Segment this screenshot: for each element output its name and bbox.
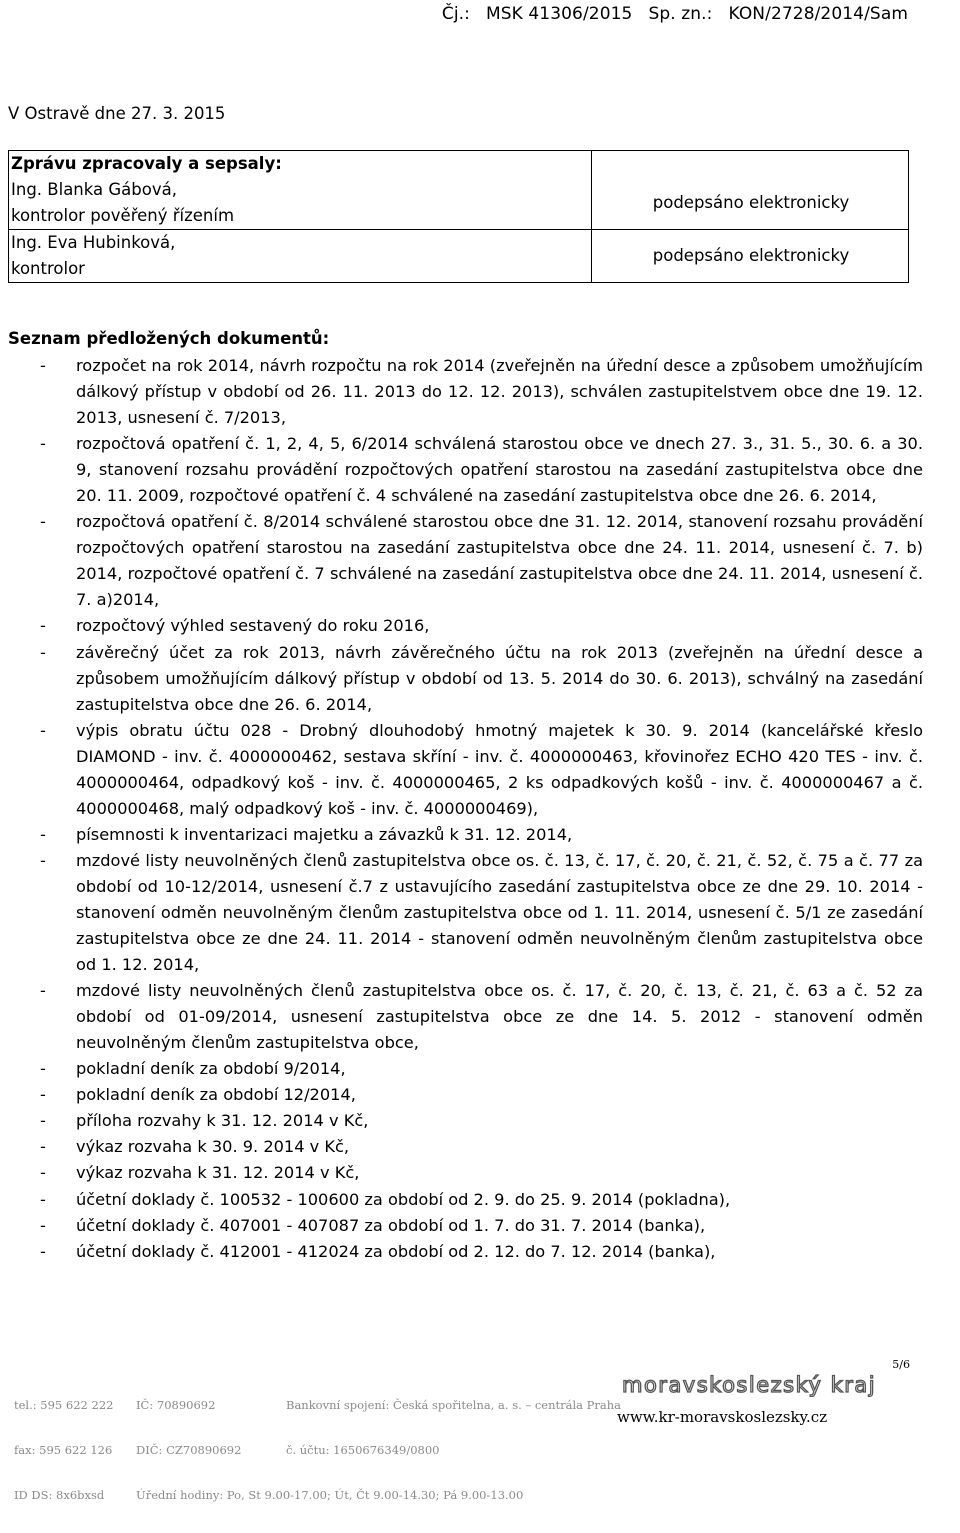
footer-bank-column	[286, 1368, 621, 1488]
list-item: - rozpočtový výhled sestavený do roku 2016,	[8, 613, 923, 639]
region-logo	[622, 1373, 952, 1397]
region-logo-text: moravskoslezský kraj	[622, 1373, 877, 1397]
signature-status: podepsáno elektronicky	[652, 246, 850, 265]
cj-value: MSK 41306/2015	[485, 4, 633, 24]
footer-contact-column	[14, 1368, 113, 1533]
document-reference-header	[426, 4, 908, 24]
signature-table-title: Zprávu zpracovaly a sepsaly:	[11, 154, 282, 173]
signature-status-cell	[592, 230, 909, 283]
list-item: - závěrečný účet za rok 2013, návrh závěrečného účtu na rok 2013 (zveřejněn na úřední desce a způsobem umožňujícím dálkový přístup v období od 13. 5. 2014 do 30. 6. 2013), schválný na zasedání zastupitelstva obce dne 26. 6. 2014,	[8, 640, 923, 718]
list-item: - písemnosti k inventarizaci majetku a závazků k 31. 12. 2014,	[8, 822, 923, 848]
signer-cell	[9, 230, 592, 283]
footer-ic: IČ: 70890692	[136, 1398, 216, 1412]
list-item: - mzdové listy neuvolněných členů zastupitelstva obce os. č. 13, č. 17, č. 20, č. 21, č. 52, č. 75 a č. 77 za období od 10-12/2014, usnesení č.7 z ustavujícího zasedání zastupitelstva obce ze dne 29. 10. 2014 - stanovení odměn neuvolněným členům zastupitelstva obce od 1. 11. 2014, usnesení č. 5/1 ze zasedání zastupitelstva obce ze dne 24. 11. 2014 - stanovení odměn neuvolněným členům zastupitelstva obce od 1. 12. 2014,	[8, 848, 923, 978]
signer-role: kontrolor pověřený řízením	[11, 206, 235, 225]
footer-account: č. účtu: 1650676349/0800	[286, 1443, 440, 1457]
footer-bank: Bankovní spojení: Česká spořitelna, a. s. – centrála Praha	[286, 1398, 621, 1412]
list-item: - výkaz rozvaha k 30. 9. 2014 v Kč,	[8, 1134, 923, 1160]
footer-dic: DIČ: CZ70890692	[136, 1443, 242, 1457]
date-line: V Ostravě dne 27. 3. 2015	[8, 104, 226, 123]
list-item: - pokladní deník za období 12/2014,	[8, 1082, 923, 1108]
signature-table	[8, 150, 909, 283]
signature-status: podepsáno elektronicky	[652, 193, 850, 212]
website-link[interactable]: www.kr-moravskoslezsky.cz	[617, 1408, 828, 1426]
list-item: - výpis obratu účtu 028 - Drobný dlouhodobý hmotný majetek k 30. 9. 2014 (kancelářské křeslo DIAMOND - inv. č. 4000000462, sestava skříní - inv. č. 4000000463, křovinořez ECHO 420 TES - inv. č. 4000000464, odpadkový koš - inv. č. 4000000465, 2 ks odpadkových košů - inv. č. 4000000467 a č. 4000000468, malý odpadkový koš - inv. č. 4000000469),	[8, 718, 923, 822]
page-number: 5/6	[892, 1358, 910, 1371]
signature-status-cell	[592, 151, 909, 230]
list-item: - rozpočet na rok 2014, návrh rozpočtu na rok 2014 (zveřejněn na úřední desce a způsobem umožňujícím dálkový přístup v období od 26. 11. 2013 do 12. 12. 2013), schválen zastupitelstvem obce dne 19. 12. 2013, usnesení č. 7/2013,	[8, 353, 923, 431]
signer-name: Ing. Eva Hubinková,	[11, 233, 176, 252]
footer-fax: fax: 595 622 126	[14, 1443, 113, 1457]
footer-data-box: ID DS: 8x6bxsd	[14, 1488, 105, 1502]
document-list	[8, 353, 923, 1265]
list-item: - účetní doklady č. 412001 - 412024 za období od 2. 12. do 7. 12. 2014 (banka),	[8, 1239, 923, 1265]
list-item: - účetní doklady č. 407001 - 407087 za období od 1. 7. do 31. 7. 2014 (banka),	[8, 1213, 923, 1239]
list-item: - příloha rozvahy k 31. 12. 2014 v Kč,	[8, 1108, 923, 1134]
signer-name: Ing. Blanka Gábová,	[11, 180, 177, 199]
list-item: - účetní doklady č. 100532 - 100600 za období od 2. 9. do 25. 9. 2014 (pokladna),	[8, 1187, 923, 1213]
signer-role: kontrolor	[11, 259, 85, 278]
sp-value: KON/2728/2014/Sam	[728, 4, 908, 24]
document-list-title: Seznam předložených dokumentů:	[8, 329, 330, 348]
signature-table-title-cell	[9, 151, 592, 230]
list-item: - rozpočtová opatření č. 1, 2, 4, 5, 6/2014 schválená starostou obce ve dnech 27. 3., 31. 5., 30. 6. a 30. 9, stanovení rozsahu provádění rozpočtových opatření starostou na zasedání zastupitelstva obce dne 20. 11. 2009, rozpočtové opatření č. 4 schválené na zasedání zastupitelstva obce dne 26. 6. 2014,	[8, 431, 923, 509]
footer-phone: tel.: 595 622 222	[14, 1398, 114, 1412]
sp-label: Sp. zn.:	[648, 4, 713, 24]
footer-office-hours: Úřední hodiny: Po, St 9.00-17.00; Út, Čt 9.00-14.30; Pá 9.00-13.00	[136, 1488, 524, 1502]
cj-label: Čj.:	[441, 4, 470, 24]
list-item: - mzdové listy neuvolněných členů zastupitelstva obce os. č. 17, č. 20, č. 13, č. 21, č. 63 a č. 52 za období od 01-09/2014, usnesení zastupitelstva obce ze dne 14. 5. 2012 - stanovení odměn neuvolněným členům zastupitelstva obce,	[8, 978, 923, 1056]
list-item: - rozpočtová opatření č. 8/2014 schválené starostou obce dne 31. 12. 2014, stanovení rozsahu provádění rozpočtových opatření starostou na zasedání zastupitelstva obce dne 24. 11. 2014, usnesení č. 7. b) 2014, rozpočtové opatření č. 7 schválené na zasedání zastupitelstva obce dne 24. 11. 2014, usnesení č. 7. a)2014,	[8, 509, 923, 613]
list-item: - výkaz rozvaha k 31. 12. 2014 v Kč,	[8, 1160, 923, 1186]
list-item: - pokladní deník za období 9/2014,	[8, 1056, 923, 1082]
